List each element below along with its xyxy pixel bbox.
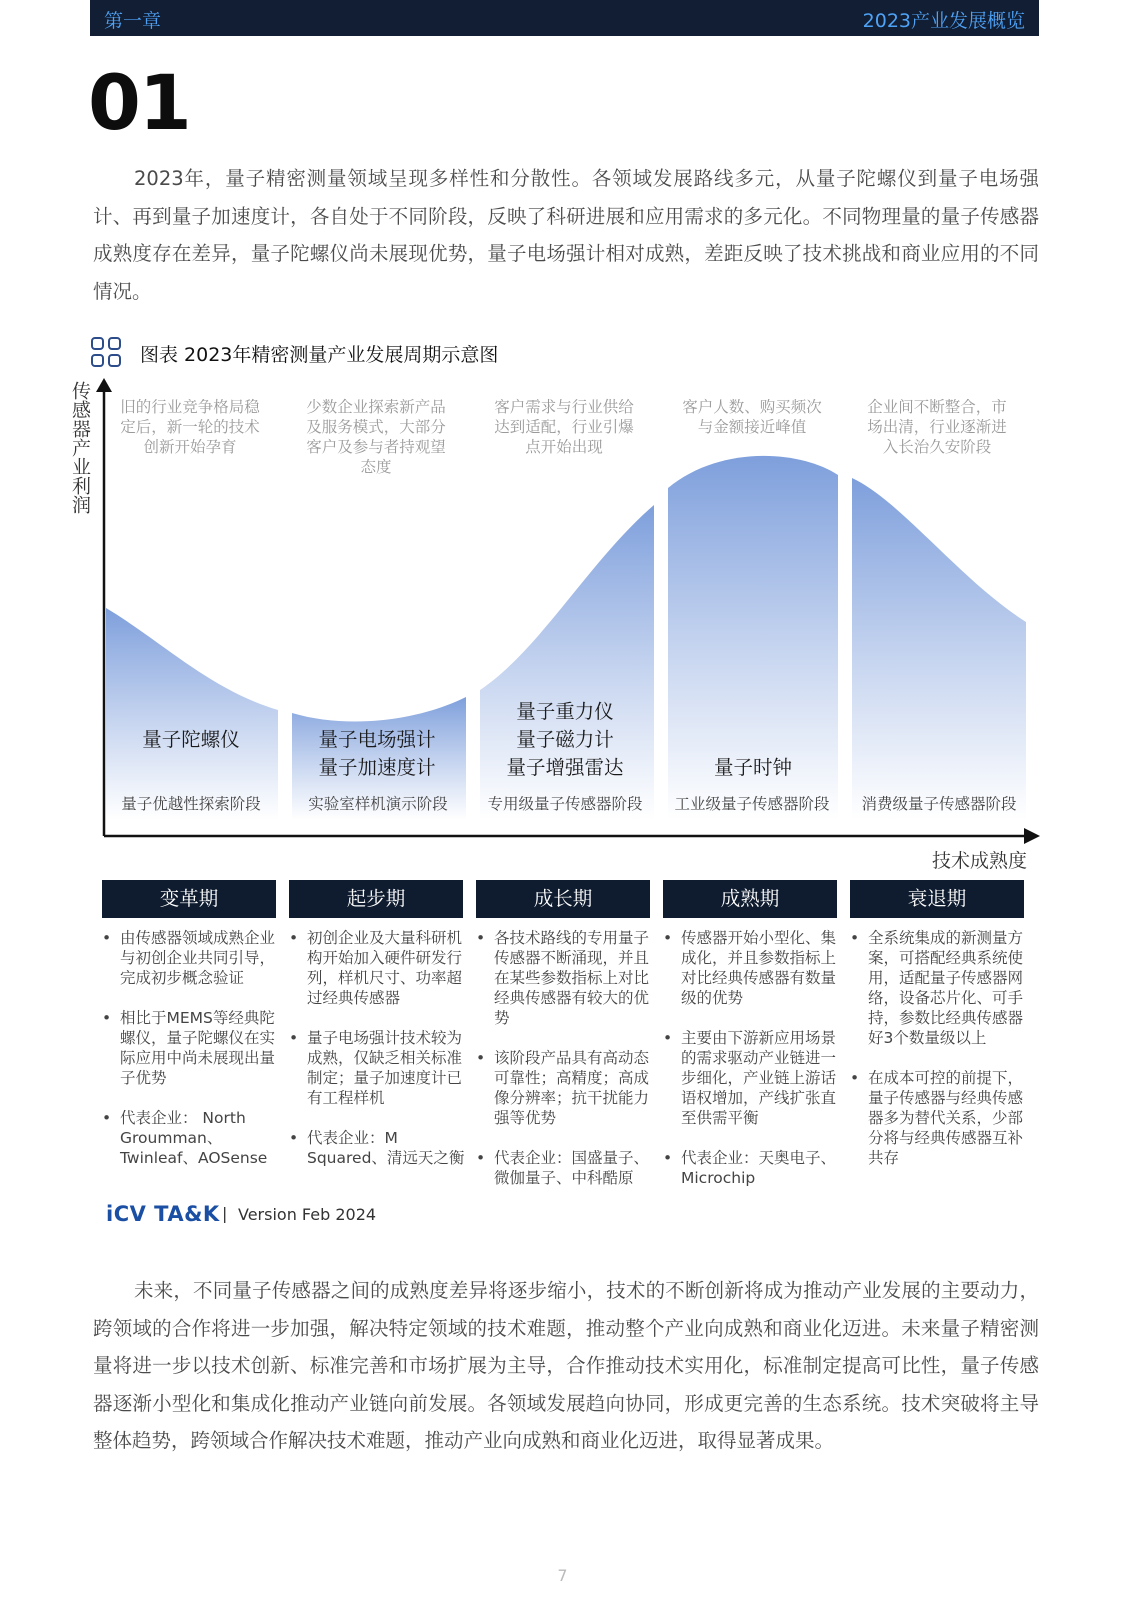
product-name: 量子重力仪 bbox=[516, 700, 614, 723]
phase-description: 企业间不断整合，市场出清，行业逐渐进入长治久安阶段 bbox=[867, 398, 1007, 456]
bullet-item: • 相比于MEMS等经典陀螺仪，量子陀螺仪在实际应用中尚未展现出量子优势 bbox=[100, 1008, 280, 1088]
x-axis-label: 技术成熟度 bbox=[932, 850, 1028, 872]
bullet-item: • 代表企业：国盛量子、微伽量子、中科酷原 bbox=[474, 1148, 654, 1188]
bullet-item: • 初创企业及大量科研机构开始加入硬件研发行列，样机尺寸、功率超过经典传感器 bbox=[287, 928, 467, 1008]
bullet-item: • 代表企业： North Groumman、Twinleaf、AOSense bbox=[100, 1108, 280, 1168]
period-box-start: 起步期 bbox=[289, 880, 463, 918]
y-axis-arrow bbox=[96, 378, 112, 392]
bullet-item: • 传感器开始小型化、集成化，并且参数指标上对比经典传感器有数量级的优势 bbox=[661, 928, 841, 1008]
curve-segment-1 bbox=[106, 608, 278, 820]
bullet-item: • 代表企业：M Squared、清远天之衡 bbox=[287, 1128, 467, 1168]
stage-label: 专用级量子传感器阶段 bbox=[487, 795, 643, 813]
period-column bbox=[287, 928, 467, 1188]
period-column bbox=[474, 928, 654, 1208]
chapter-label: 第一章 bbox=[104, 10, 162, 32]
stage-label: 实验室样机演示阶段 bbox=[308, 795, 448, 813]
period-box-decline: 衰退期 bbox=[850, 880, 1024, 918]
product-name: 量子电场强计 bbox=[318, 728, 436, 751]
stage-label: 消费级量子传感器阶段 bbox=[861, 795, 1017, 813]
period-column bbox=[100, 928, 280, 1188]
period-box-transform: 变革期 bbox=[102, 880, 276, 918]
bullet-item: • 由传感器领域成熟企业与初创企业共同引导，完成初步概念验证 bbox=[100, 928, 280, 988]
bullet-item: • 全系统集成的新测量方案，可搭配经典系统使用，适配量子传感器网络，设备芯片化、可手持，参数比经典传感器好3个数量级以上 bbox=[848, 928, 1028, 1048]
x-axis-arrow bbox=[1024, 828, 1040, 844]
phase-description: 少数企业探索新产品及服务模式，大部分客户及参与者持观望态度 bbox=[306, 398, 446, 476]
bullet-item: • 各技术路线的专用量子传感器不断涌现，并且在某些参数指标上对比经典传感器有较大的优势 bbox=[474, 928, 654, 1028]
bullet-item: • 量子电场强计技术较为成熟，仅缺乏相关标准制定；量子加速度计已有工程样机 bbox=[287, 1028, 467, 1108]
period-column bbox=[848, 928, 1028, 1188]
brand-logo: iCV TA&K bbox=[106, 1202, 220, 1226]
brand-separator: | bbox=[222, 1204, 228, 1223]
period-column bbox=[661, 928, 841, 1208]
phase-description: 客户需求与行业供给达到适配，行业引爆点开始出现 bbox=[494, 398, 634, 456]
brand-version: Version Feb 2024 bbox=[238, 1205, 377, 1224]
stage-label: 量子优越性探索阶段 bbox=[121, 795, 261, 813]
period-box-growth: 成长期 bbox=[476, 880, 650, 918]
chapter-number: 01 bbox=[88, 58, 190, 147]
outro-paragraph: 未来，不同量子传感器之间的成熟度差异将逐步缩小，技术的不断创新将成为推动产业发展的主要动力，跨领域的合作将进一步加强，解决特定领域的技术难题，推动整个产业向成熟和商业化迈进。未来量子精密测量将进一步以技术创新、标准完善和市场扩展为主导，合作推动技术实用化，标准制定提高可比性，量子传感器逐渐小型化和集成化推动产业链向前发展。各领域发展趋向协同，形成更完善的生态系统。技术突破将主导整体趋势，跨领域合作解决技术难题，推动产业向成熟和商业化迈进，取得显著成果。 bbox=[93, 1279, 1039, 1452]
period-box-mature: 成熟期 bbox=[663, 880, 837, 918]
stage-label: 工业级量子传感器阶段 bbox=[674, 795, 830, 813]
section-title: 2023产业发展概览 bbox=[862, 10, 1025, 32]
bullet-item: • 主要由下游新应用场景的需求驱动产业链进一步细化，产业链上游话语权增加，产线扩张直至供需平衡 bbox=[661, 1028, 841, 1128]
product-name: 量子陀螺仪 bbox=[142, 728, 240, 751]
intro-paragraph: 2023年，量子精密测量领域呈现多样性和分散性。各领域发展路线多元，从量子陀螺仪到量子电场强计、再到量子加速度计，各自处于不同阶段，反映了科研进展和应用需求的多元化。不同物理量的量子传感器成熟度存在差异，量子陀螺仪尚未展现优势，量子电场强计相对成熟，差距反映了技术挑战和商业应用的不同情况。 bbox=[93, 167, 1039, 303]
product-name: 量子磁力计 bbox=[516, 728, 614, 751]
curve-segment-5 bbox=[852, 478, 1026, 820]
bullet-item: • 在成本可控的前提下，量子传感器与经典传感器多为替代关系，少部分将与经典传感器互补共存 bbox=[848, 1068, 1028, 1168]
y-axis-label: 传感器产业利润 bbox=[69, 381, 91, 514]
bullet-item: • 代表企业：天奥电子、Microchip bbox=[661, 1148, 841, 1188]
product-name: 量子时钟 bbox=[713, 756, 792, 779]
page-number: 7 bbox=[557, 1566, 568, 1585]
phase-description: 客户人数、购买频次与金额接近峰值 bbox=[682, 398, 822, 436]
phase-description: 旧的行业竞争格局稳定后，新一轮的技术创新开始孕育 bbox=[120, 398, 260, 456]
figure-title: 图表 2023年精密测量产业发展周期示意图 bbox=[140, 344, 499, 366]
product-name: 量子加速度计 bbox=[318, 756, 436, 779]
bullet-item: • 该阶段产品具有高动态可靠性；高精度；高成像分辨率；抗干扰能力强等优势 bbox=[474, 1048, 654, 1128]
product-name: 量子增强雷达 bbox=[506, 756, 624, 779]
